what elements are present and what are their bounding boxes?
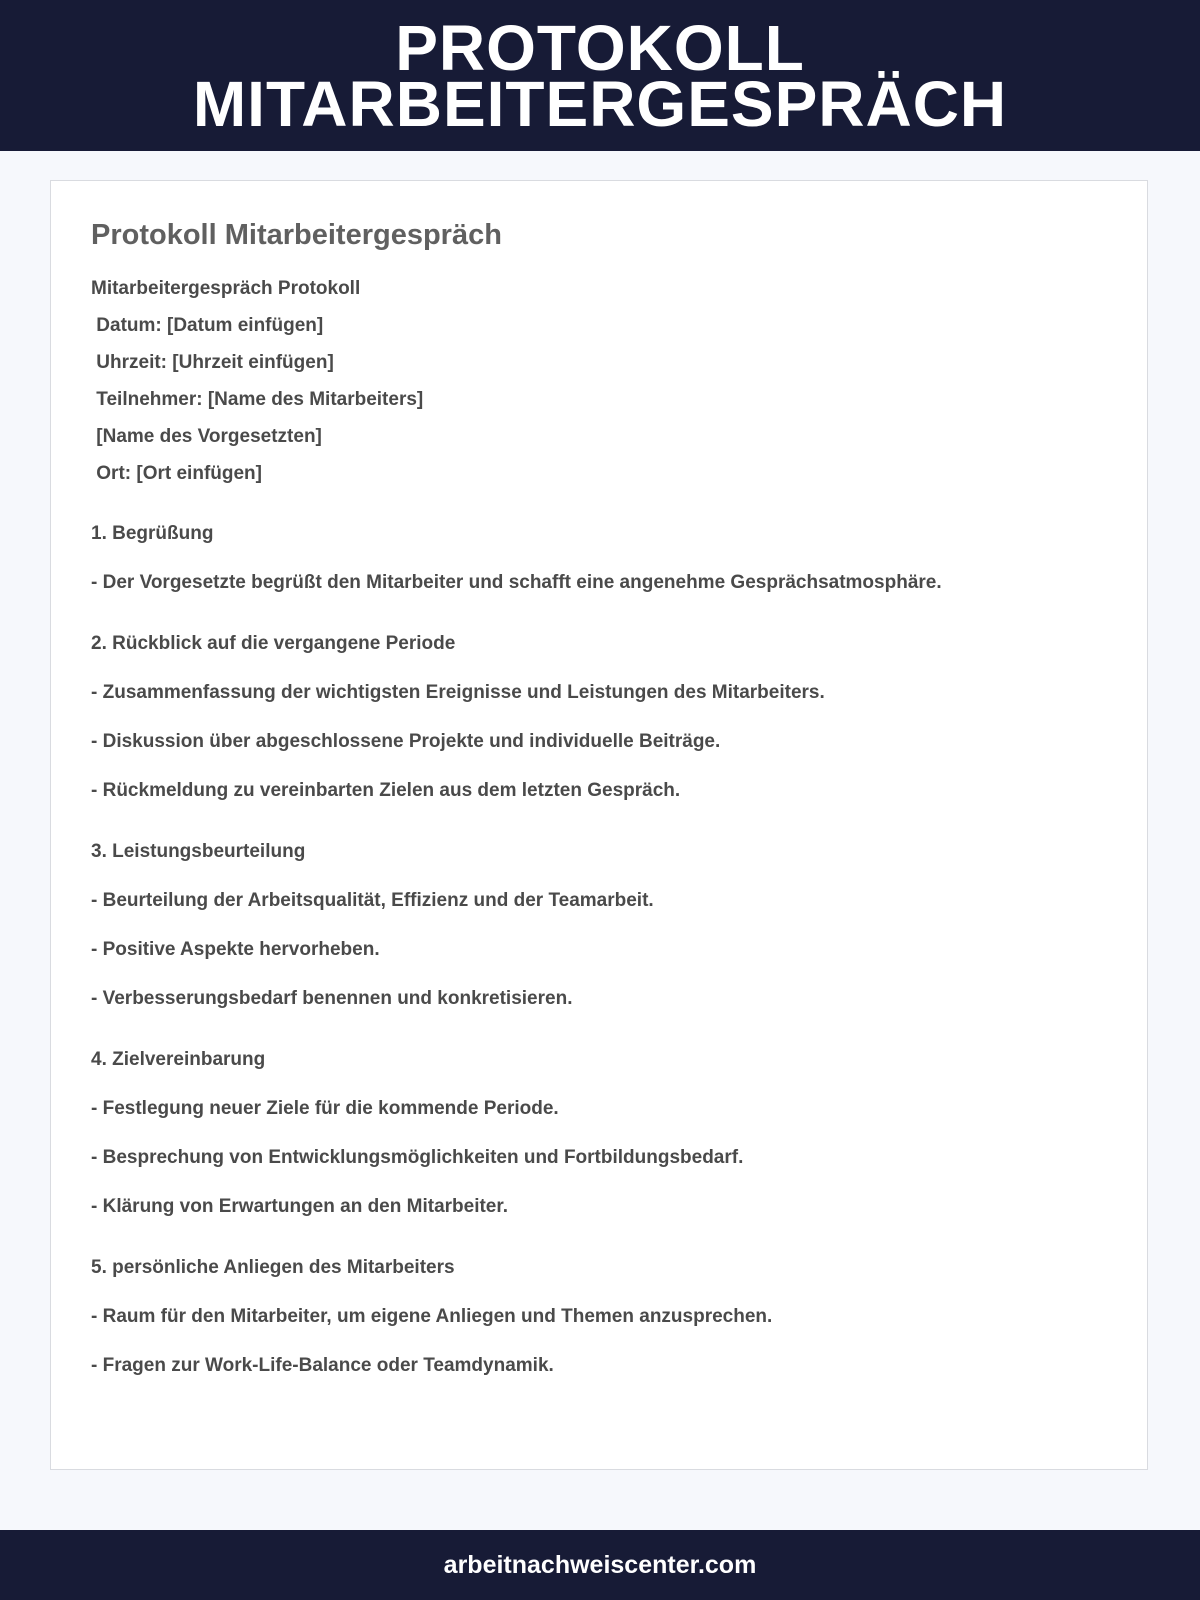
meta-supervisor: [Name des Vorgesetzten] [91,426,322,447]
meta-time: Uhrzeit: [Uhrzeit einfügen] [91,352,334,373]
section-item: - Beurteilung der Arbeitsqualität, Effizienz und der Teamarbeit. [91,890,654,911]
section-item: - Positive Aspekte hervorheben. [91,939,380,960]
section-item: - Rückmeldung zu vereinbarten Zielen aus dem letzten Gespräch. [91,780,681,801]
section-heading: 2. Rückblick auf die vergangene Periode [91,633,456,654]
document-card [50,180,1148,1470]
header-title-line-2: MITARBEITERGESPRÄCH [192,67,1008,140]
section-item: - Diskussion über abgeschlossene Projekte und individuelle Beiträge. [91,731,721,752]
header-title-line-1: PROTOKOLL [395,11,805,84]
section-item: - Besprechung von Entwicklungsmöglichkeiten und Fortbildungsbedarf. [91,1147,744,1168]
section-item: - Der Vorgesetzte begrüßt den Mitarbeiter und schafft eine angenehme Gesprächsatmosphäre. [91,572,942,593]
page-footer [0,1530,1200,1600]
section-item: - Verbesserungsbedarf benennen und konkretisieren. [91,988,573,1009]
page-header [0,0,1200,151]
section-item: - Raum für den Mitarbeiter, um eigene Anliegen und Themen anzusprechen. [91,1306,773,1327]
section-item: - Fragen zur Work-Life-Balance oder Teamdynamik. [91,1355,554,1376]
meta-participants: Teilnehmer: [Name des Mitarbeiters] [91,389,424,410]
meta-location: Ort: [Ort einfügen] [91,463,262,484]
section-item: - Klärung von Erwartungen an den Mitarbeiter. [91,1196,508,1217]
footer-website[interactable]: arbeitnachweiscenter.com [443,1550,757,1579]
section-heading: 3. Leistungsbeurteilung [91,841,306,862]
meta-heading: Mitarbeitergespräch Protokoll [91,278,361,299]
meta-date: Datum: [Datum einfügen] [91,315,324,336]
section-heading: 4. Zielvereinbarung [91,1049,266,1070]
section-item: - Festlegung neuer Ziele für die kommende Periode. [91,1098,559,1119]
section-heading: 5. persönliche Anliegen des Mitarbeiters [91,1257,455,1278]
section-item: - Zusammenfassung der wichtigsten Ereignisse und Leistungen des Mitarbeiters. [91,682,825,703]
section-heading: 1. Begrüßung [91,523,214,544]
document-title: Protokoll Mitarbeitergespräch [91,219,502,251]
